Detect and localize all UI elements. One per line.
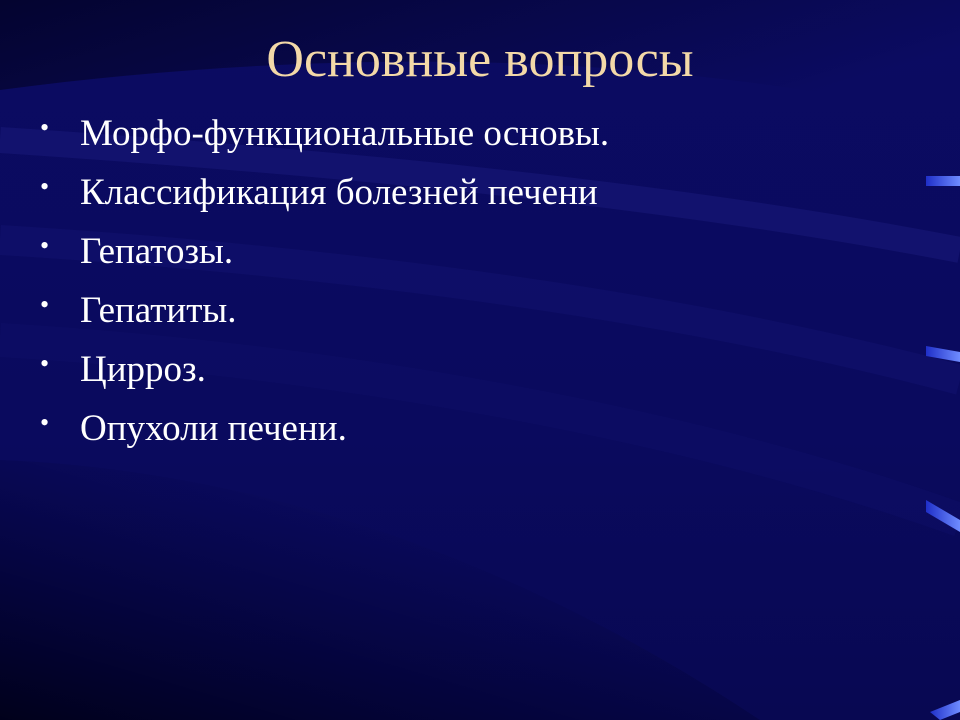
bullet-item xyxy=(40,222,900,281)
bullet-dot-icon: • xyxy=(40,289,50,319)
bullet-text: Опухоли печени. xyxy=(80,407,347,449)
bullet-item xyxy=(40,104,900,163)
bullet-dot-icon: • xyxy=(40,112,50,142)
bullet-text: Гепатозы. xyxy=(80,230,234,272)
bullet-dot-icon: • xyxy=(40,407,50,437)
bullet-dot-icon: • xyxy=(40,171,50,201)
bullet-text: Цирроз. xyxy=(80,348,206,390)
bullet-item xyxy=(40,340,900,399)
bullet-list xyxy=(40,104,900,458)
bullet-text: Морфо-функциональные основы. xyxy=(80,112,610,154)
slide-title: Основные вопросы xyxy=(266,31,694,88)
bullet-item xyxy=(40,281,900,340)
bullet-dot-icon: • xyxy=(40,348,50,378)
bullet-dot-icon: • xyxy=(40,230,50,260)
bullet-item xyxy=(40,399,900,458)
bullet-text: Классификация болезней печени xyxy=(80,171,598,213)
bullet-item xyxy=(40,163,900,222)
bullet-text: Гепатиты. xyxy=(80,289,237,331)
